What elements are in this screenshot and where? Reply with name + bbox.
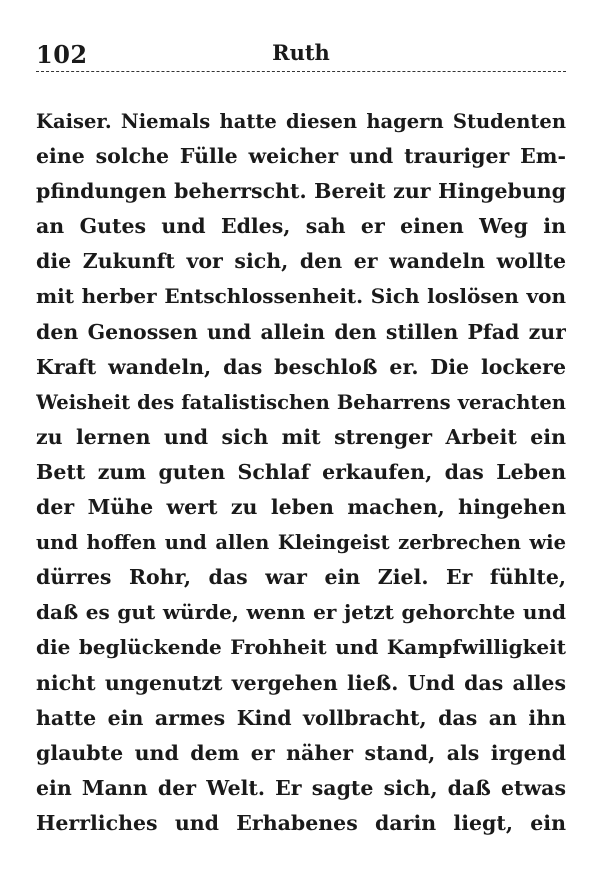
text-line: ein Mann der Welt. Er sagte sich, daß etwas bbox=[36, 775, 566, 800]
text-line: mit herber Entschlossenheit. Sich loslösen von bbox=[36, 284, 566, 309]
text-line: dürres Rohr, das war ein Ziel. Er fühlte, bbox=[36, 565, 566, 590]
text-line: glaubte und dem er näher stand, als irgend bbox=[36, 740, 566, 765]
running-head: Ruth bbox=[272, 40, 330, 65]
text-line: und hoffen und allen Kleingeist zerbrechen wie bbox=[36, 531, 566, 555]
text-line: zu lernen und sich mit strenger Arbeit ein bbox=[36, 424, 566, 449]
text-line: die Zukunft vor sich, den er wandeln wollte bbox=[36, 249, 566, 274]
text-line: eine solche Fülle weicher und trauriger Em- bbox=[36, 144, 566, 169]
text-line: nicht ungenutzt vergehen ließ. Und das alles bbox=[36, 670, 566, 695]
text-line: Kaiser. Niemals hatte diesen hagern Studenten bbox=[36, 110, 566, 133]
text-line: den Genossen und allein den stillen Pfad zur bbox=[36, 319, 566, 344]
text-line: daß es gut würde, wenn er jetzt gehorchte und bbox=[36, 600, 566, 625]
text-line: an Gutes und Edles, sah er einen Weg in bbox=[36, 214, 566, 239]
text-line: der Mühe wert zu leben machen, hingehen bbox=[36, 495, 566, 520]
text-line: hatte ein armes Kind vollbracht, das an ihn bbox=[36, 705, 566, 730]
text-line: pfindungen beherrscht. Bereit zur Hingebung bbox=[36, 179, 566, 204]
body-text bbox=[36, 104, 566, 841]
text-line: Kraft wandeln, das beschloß er. Die lockere bbox=[36, 354, 566, 379]
page-number: 102 bbox=[36, 40, 88, 69]
text-line: Bett zum guten Schlaf erkaufen, das Leben bbox=[36, 459, 566, 484]
text-line: die beglückende Frohheit und Kampfwilligkeit bbox=[36, 635, 566, 660]
text-line: Herrliches und Erhabenes darin liegt, ein bbox=[36, 810, 566, 835]
header-rule bbox=[36, 71, 566, 72]
text-line: Weisheit des fatalistischen Beharrens verachten bbox=[36, 390, 566, 414]
page-header bbox=[36, 36, 566, 72]
